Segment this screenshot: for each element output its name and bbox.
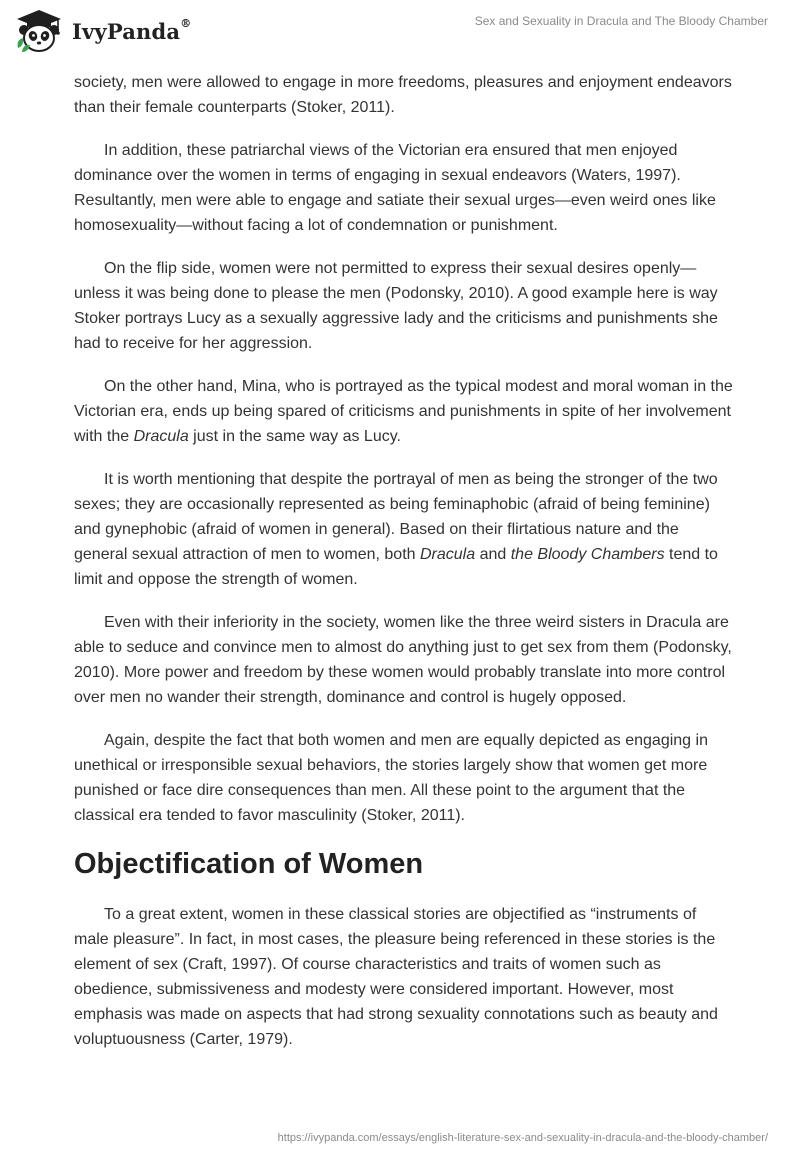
- ivypanda-logo-link[interactable]: [14, 8, 191, 54]
- paragraph: In addition, these patriarchal views of the Victorian era ensured that men enjoyed dominance over the women in terms of engaging in sexual endeavors (Waters, 1997). Resultantly, men were able to engage and satiate their sexual urges—even weird ones like homosexuality—without facing a lot of condemnation or punishment.: [74, 142, 716, 234]
- paragraph: It is worth mentioning that despite the portrayal of men as being the stronger of the two sexes; they are occasionally represented as being feminaphobic (afraid of being feminine) and gynephobic (afraid of women in general). Based on their flirtatious nature and the general sexual attraction of men to women, both Dracula and the Bloody Chambers tend to limit and oppose the strength of women.: [74, 471, 718, 588]
- paragraph: society, men were allowed to engage in more freedoms, pleasures and enjoyment endeavors than their female counterparts (Stoker, 2011).: [74, 74, 732, 116]
- document-title: Sex and Sexuality in Dracula and The Bloody Chamber: [474, 14, 768, 28]
- panda-graduate-icon: [14, 8, 64, 54]
- italic-title: Dracula: [419, 546, 476, 563]
- italic-title: Dracula: [133, 428, 189, 445]
- essay-content: [74, 70, 734, 1070]
- page-header: [0, 0, 800, 64]
- paragraph: To a great extent, women in these classical stories are objectified as “instruments of male pleasure”. In fact, in most cases, the pleasure being referenced in these stories is the element of sex (Craft, 1997). Of course characteristics and traits of women such as obedience, submissiveness and modesty were considered important. However, most emphasis was made on aspects that had strong sexuality connotations such as beauty and voluptuousness (Carter, 1979).: [74, 906, 718, 1048]
- paragraph: On the other hand, Mina, who is portrayed as the typical modest and moral woman in the Victorian era, ends up being spared of criticisms and punishments in spite of her involvement with the Dracula just in the same way as Lucy.: [74, 378, 733, 445]
- paragraph: On the flip side, women were not permitted to express their sexual desires openly—unless it was being done to please the men (Podonsky, 2010). A good example here is way Stoker portrays Lucy as a sexually aggressive lady and the criticisms and punishments she had to receive for her aggression.: [74, 260, 718, 352]
- italic-title: the Bloody Chambers: [510, 546, 665, 563]
- paragraph: Even with their inferiority in the society, women like the three weird sisters in Dracula are able to seduce and convince men to almost do anything just to get sex from them (Podonsky, 2010). More power and freedom by these women would probably translate into more control over men no wander their strength, dominance and control is hugely opposed.: [74, 614, 732, 706]
- source-url-link[interactable]: https://ivypanda.com/essays/english-literature-sex-and-sexuality-in-dracula-and-the-bloody-chamber/: [277, 1132, 768, 1144]
- brand-name: IvyPanda®: [72, 16, 192, 44]
- paragraph: Again, despite the fact that both women and men are equally depicted as engaging in unethical or irresponsible sexual behaviors, the stories largely show that women get more punished or face dire consequences than men. All these point to the argument that the classical era tended to favor masculinity (Stoker, 2011).: [74, 732, 708, 824]
- section-heading: Objectification of Women: [74, 848, 424, 880]
- registered-mark: ®: [180, 16, 192, 30]
